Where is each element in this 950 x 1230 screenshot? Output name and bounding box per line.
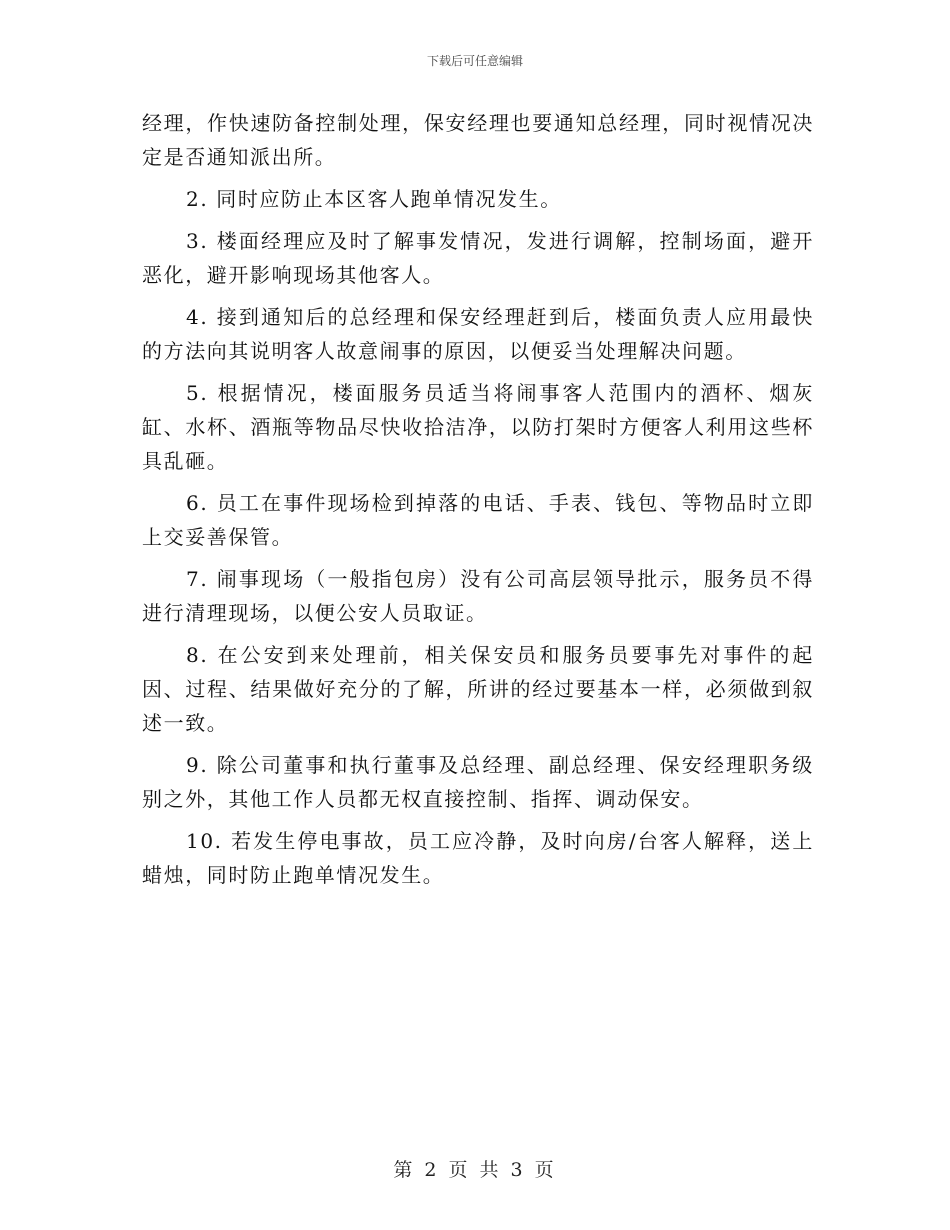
page-number: 第 2 页 共 3 页 bbox=[393, 1159, 557, 1181]
list-item-7: 7. 闹事现场（一般指包房）没有公司高层领导批示，服务员不得进行清理现场，以便公安人员取证。 bbox=[142, 567, 814, 625]
list-item-3: 3. 楼面经理应及时了解事发情况，发进行调解，控制场面，避开恶化，避开影响现场其他客人。 bbox=[142, 229, 814, 287]
list-item-2: 2. 同时应防止本区客人跑单情况发生。 bbox=[186, 187, 562, 211]
list-item-8: 8. 在公安到来处理前，相关保安员和服务员要事先对事件的起因、过程、结果做好充分的了解，所讲的经过要基本一样，必须做到叙述一致。 bbox=[142, 643, 814, 735]
page-header-note: 下载后可任意编辑 bbox=[426, 54, 523, 68]
list-item-9: 9. 除公司董事和执行董事及总经理、副总经理、保安经理职务级别之外，其他工作人员都无权直接控制、指挥、调动保安。 bbox=[142, 753, 814, 811]
document-body bbox=[142, 106, 814, 900]
paragraph-continuation: 经理，作快速防备控制处理，保安经理也要通知总经理，同时视情况决定是否通知派出所。 bbox=[142, 111, 814, 169]
list-item-4: 4. 接到通知后的总经理和保安经理赶到后，楼面负责人应用最快的方法向其说明客人故意闹事的原因，以便妥当处理解决问题。 bbox=[142, 305, 814, 363]
list-item-6: 6. 员工在事件现场检到掉落的电话、手表、钱包、等物品时立即上交妥善保管。 bbox=[142, 491, 814, 549]
list-item-10: 10. 若发生停电事故，员工应冷静，及时向房/台客人解释，送上蜡烛，同时防止跑单情况发生。 bbox=[142, 829, 814, 887]
list-item-5: 5. 根据情况，楼面服务员适当将闹事客人范围内的酒杯、烟灰缸、水杯、酒瓶等物品尽快收拾洁净，以防打架时方便客人利用这些杯具乱砸。 bbox=[142, 381, 814, 473]
